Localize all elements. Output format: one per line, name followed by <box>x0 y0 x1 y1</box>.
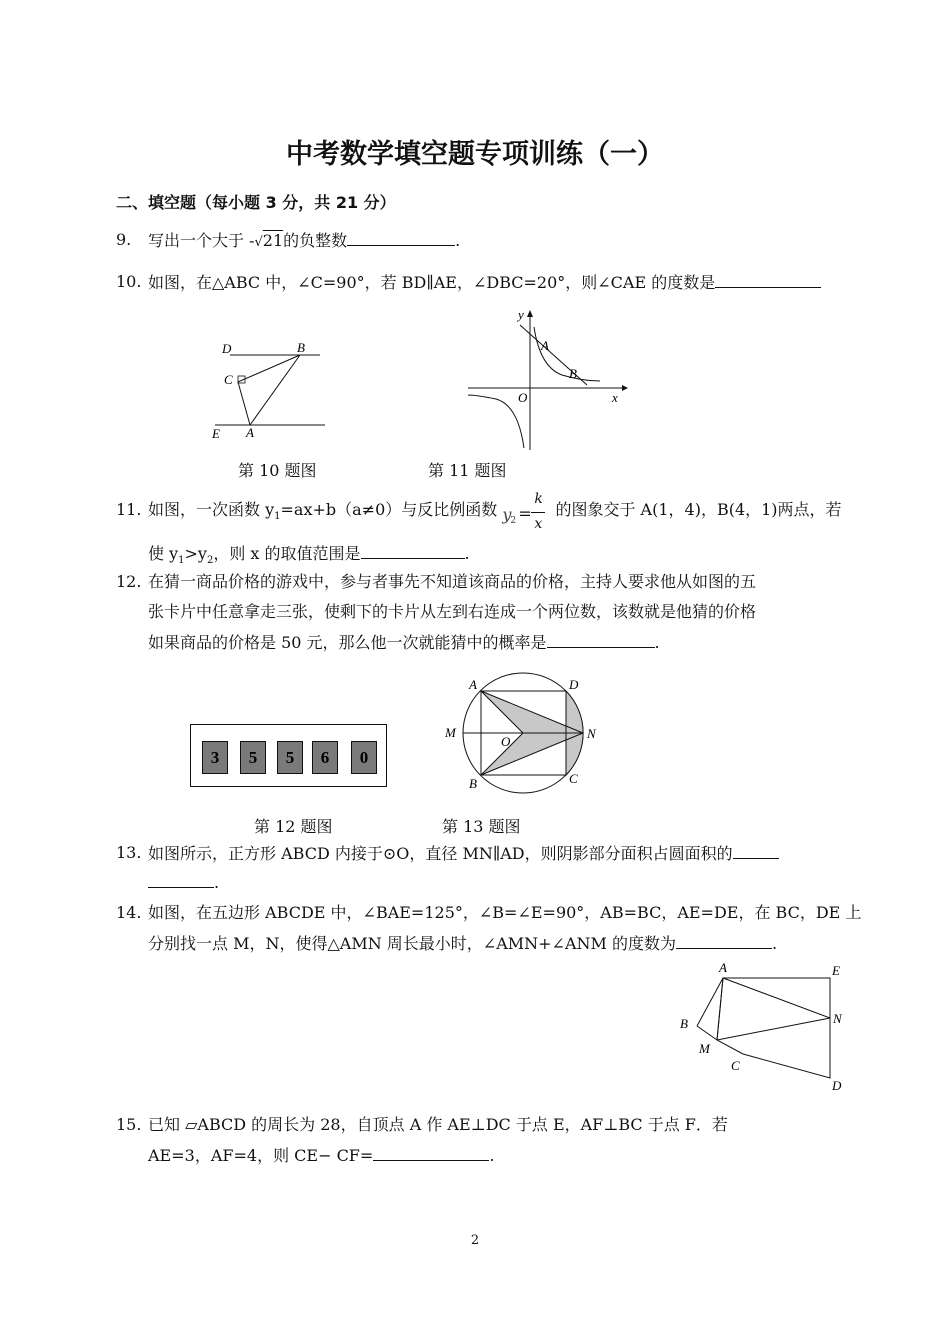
q10-text: 如图，在△ABC 中，∠C=90°，若 BD∥AE，∠DBC=20°，则∠CAE 的度数是 <box>148 272 821 293</box>
fig10-label-c: C <box>224 372 233 387</box>
page-number: 2 <box>470 1233 480 1248</box>
fig13-label-c: C <box>569 771 578 786</box>
q13-line2: . <box>148 872 219 893</box>
q11-line2: 使 $y_1>y_2$，则 x 的取值范围是 . <box>148 544 470 567</box>
fig10-label-e: E <box>212 426 220 441</box>
q12-number: 12. <box>116 572 142 591</box>
q13-line1: 如图所示，正方形 ABCD 内接于⊙O，直径 MN∥AD，则阴影部分面积占圆面积的 <box>148 843 779 864</box>
fig10-label-a: A <box>246 425 254 440</box>
fig10-caption: 第 10 题图 <box>238 461 317 480</box>
page-title: 中考数学填空题专项训练（一） <box>286 139 664 170</box>
q11-number: 11. <box>116 500 142 519</box>
q11-line1: 如图，一次函数 $y_1=ax+b(a\ne 0)$与反比例函数 y 2 = k x 的图象交于 A(1，4)，B(4，1)两点，若 <box>148 490 842 532</box>
fig12-caption: 第 12 题图 <box>254 817 333 836</box>
fig13-label-o: O <box>501 734 511 749</box>
q14-line1: 如图，在五边形 ABCDE 中，∠BAE=125°，∠B=∠E=90°，AB=BC，AE=DE，在 BC，DE 上 <box>148 903 862 922</box>
fig14-label-b: B <box>680 1016 688 1031</box>
card-2: 5 <box>240 741 266 774</box>
figure-10 <box>200 335 340 445</box>
q12-line2: 张卡片中任意拿走三张，使剩下的卡片从左到右连成一个两位数，该数就是他猜的价格 <box>148 602 757 621</box>
fig14-label-n: N <box>833 1011 842 1026</box>
q10-number: 10. <box>116 272 142 291</box>
q15-line1: 已知 ▱ABCD 的周长为 28，自顶点 A 作 AE⊥DC 于点 E，AF⊥BC 于点 F．若 <box>148 1115 728 1134</box>
fig11-label-x: x <box>612 390 618 405</box>
section-heading: 二、填空题（每小题 3 分，共 21 分） <box>116 193 396 212</box>
q13-number: 13. <box>116 843 142 862</box>
fig14-label-c: C <box>731 1058 740 1073</box>
card-3: 5 <box>277 741 303 774</box>
fig14-label-a: A <box>719 960 727 975</box>
fig10-label-d: D <box>222 341 232 356</box>
fig13-label-d: D <box>569 677 579 692</box>
fig14-label-m: M <box>699 1041 710 1056</box>
card-4: 6 <box>312 741 338 774</box>
q14-number: 14. <box>116 903 142 922</box>
figure-13 <box>440 670 610 795</box>
q14-line2: 分别找一点 M，N，使得△AMN 周长最小时，∠AMN+∠ANM 的度数为 . <box>148 934 778 953</box>
fig11-label-a: A <box>541 338 549 353</box>
fig13-label-a: A <box>469 677 477 692</box>
figure-11 <box>462 305 632 455</box>
fig11-label-o: O <box>518 390 528 405</box>
q12-line1: 在猜一商品价格的游戏中，参与者事先不知道该商品的价格，主持人要求他从如图的五 <box>148 572 757 591</box>
fig11-label-y: y <box>518 307 524 322</box>
fig10-label-b: B <box>297 340 305 355</box>
fig13-caption: 第 13 题图 <box>442 817 521 836</box>
card-1: 3 <box>202 741 228 774</box>
q9-text: 写出一个大于 -√21的负整数 . <box>148 231 461 250</box>
fig11-caption: 第 11 题图 <box>428 461 507 480</box>
q9-number: 9. <box>116 230 132 249</box>
figure-14 <box>675 958 850 1098</box>
card-5: 0 <box>351 741 377 774</box>
q12-line3: 如果商品的价格是 50 元，那么他一次就能猜中的概率是 . <box>148 633 660 652</box>
q15-number: 15. <box>116 1115 142 1134</box>
fig14-label-d: D <box>832 1078 842 1093</box>
fig13-label-n: N <box>587 726 596 741</box>
fig13-label-b: B <box>469 776 477 791</box>
fig14-label-e: E <box>832 963 840 978</box>
fig13-label-m: M <box>445 725 456 740</box>
q15-line2: AE=3，AF=4，则 CE− CF= . <box>148 1146 495 1165</box>
fig11-label-b: B <box>569 366 577 381</box>
